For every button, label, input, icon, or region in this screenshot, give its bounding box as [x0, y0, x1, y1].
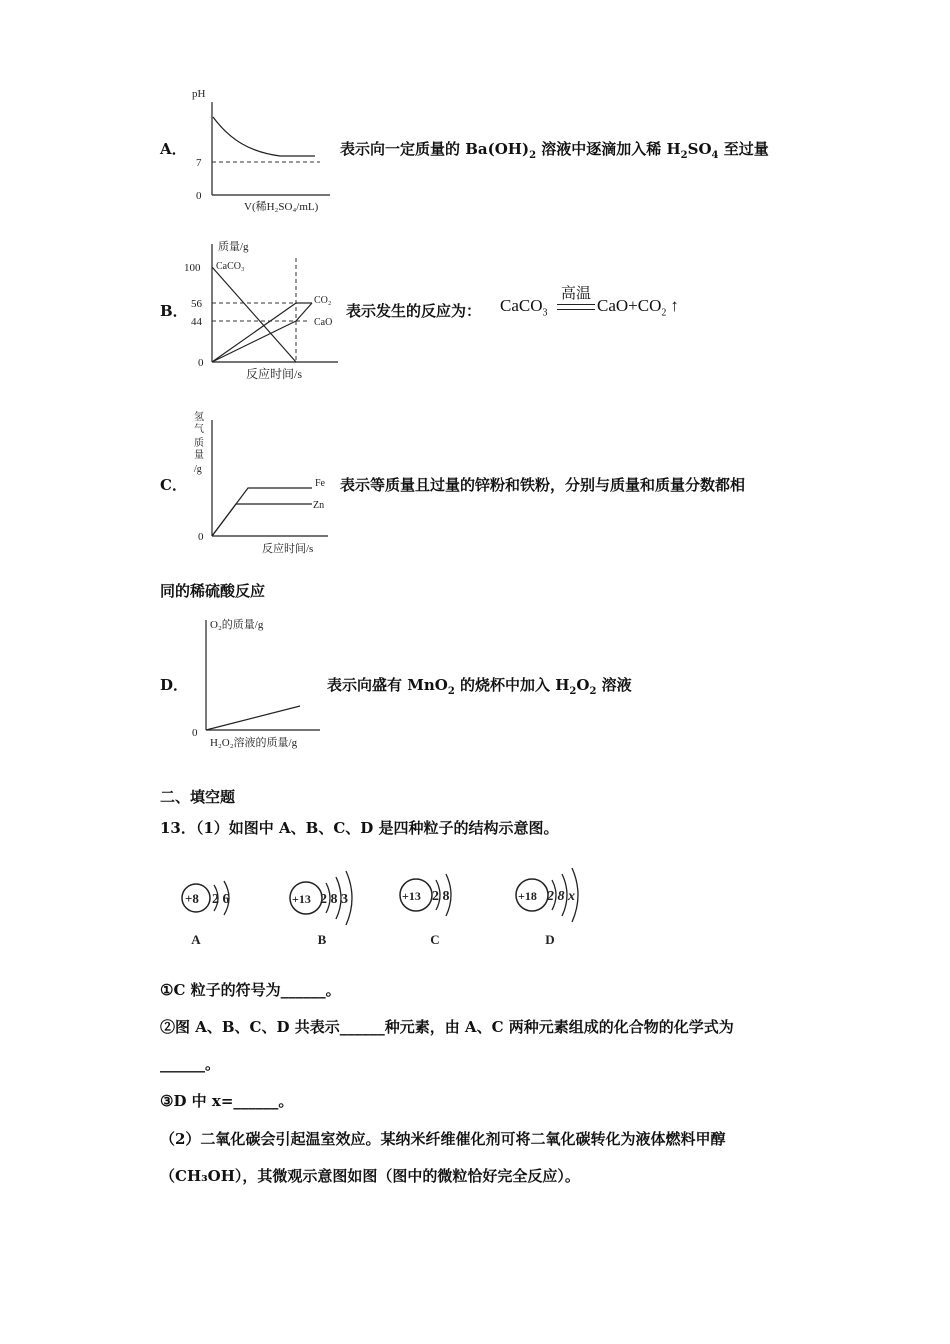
d-xlabel: H₂O₂溶液的质量/g: [210, 737, 298, 749]
svg-text:2 8: 2 8: [432, 889, 450, 904]
d-line-o2: [206, 706, 300, 730]
b-line-cao: [212, 303, 296, 362]
option-a-text: 表示向一定质量的 $Ba(OH)_2$ 溶液中逐滴加入稀 $H_2SO_4$ 至过量: [340, 140, 769, 161]
b-tick-100: 100: [184, 262, 201, 274]
b-equation: CaCO$_3$: [500, 296, 548, 319]
b-line-co2: [212, 321, 296, 362]
svg-text:+18: +18: [518, 889, 537, 903]
q13-sub2-line1: ②图 A、B、C、D 共表示______种元素，由 A、C 两种元素组成的化合物的化学式为: [160, 1018, 734, 1036]
b-eq-sign: [557, 304, 595, 310]
option-c-text-line2: 同的稀硫酸反应: [160, 582, 266, 600]
option-d-text: 表示向盛有 MnO$_2$ 的烧杯中加入 $H_2O_2$ 溶液: [327, 676, 632, 697]
c-label-zn: Zn: [313, 500, 325, 511]
svg-text:D: D: [545, 932, 555, 947]
option-d-label: D．: [160, 676, 189, 694]
b-eq-products: $CaO+CO_2$ ↑: [597, 296, 679, 319]
particle-diagrams: [170, 855, 600, 955]
option-c-graph: [180, 406, 340, 556]
c-line-zn: [212, 504, 312, 536]
d-origin: 0: [192, 727, 198, 739]
b-label-co2: CO₂: [314, 295, 332, 306]
b-tick-44: 44: [191, 316, 202, 328]
svg-text:+13: +13: [402, 889, 421, 903]
q13-sub3: ③D 中 x=______。: [160, 1092, 294, 1110]
q13-intro: 13．（1）如图中 A、B、C、D 是四种粒子的结构示意图。: [160, 819, 559, 837]
svg-text:2 8 3: 2 8 3: [320, 892, 348, 907]
a-xlabel: V(稀H₂SO₄/mL): [244, 201, 319, 213]
svg-text:2 6: 2 6: [212, 892, 230, 907]
a-ph-curve: [213, 117, 315, 156]
option-a-label: A．: [160, 140, 187, 158]
option-b-graph: [180, 236, 345, 384]
q13-part2-line1: （2）二氧化碳会引起温室效应。某纳米纤维催化剂可将二氧化碳转化为液体燃料甲醇: [160, 1130, 726, 1148]
c-xlabel: 反应时间/s: [262, 543, 314, 555]
c-ylabel-1: 气: [194, 424, 204, 435]
option-c-label: C．: [160, 476, 187, 494]
c-ylabel-4: /g: [194, 464, 202, 475]
svg-text:B: B: [317, 932, 327, 947]
c-ylabel-3: 量: [194, 450, 204, 461]
svg-text:+13: +13: [292, 892, 311, 906]
b-line-caco3: [212, 267, 296, 362]
c-ylabel-0: 氢: [194, 412, 204, 423]
b-ylabel: 质量/g: [218, 241, 249, 253]
c-ylabel-2: 质: [194, 438, 204, 449]
particle-a: [182, 881, 230, 947]
q13-sub1: ①C 粒子的符号为______。: [160, 981, 341, 999]
b-origin: 0: [198, 357, 204, 369]
a-tick-7: 7: [196, 157, 202, 169]
q13-part2-line2: （CH₃OH），其微观示意图如图（图中的微粒恰好完全反应）。: [160, 1167, 580, 1185]
a-ylabel: pH: [192, 88, 206, 100]
option-d-graph: [180, 612, 330, 754]
b-xlabel: 反应时间/s: [246, 367, 303, 381]
c-origin: 0: [198, 531, 204, 543]
q13-sub2-line2: ______。: [160, 1055, 221, 1073]
option-a-graph: [180, 82, 340, 217]
svg-text:C: C: [430, 932, 440, 947]
particle-b: [290, 871, 352, 947]
c-label-fe: Fe: [315, 478, 325, 489]
option-b-label: B．: [160, 302, 188, 320]
particle-c: [400, 874, 451, 947]
svg-text:A: A: [191, 932, 201, 947]
svg-text:+8: +8: [185, 891, 199, 906]
b-label-cao: CaO: [314, 317, 333, 328]
section-title: 二、填空题: [160, 788, 236, 806]
option-c-text-line1: 表示等质量且过量的锌粉和铁粉，分别与质量和质量分数都相: [340, 476, 746, 494]
a-origin: 0: [196, 190, 202, 202]
d-ylabel: O₂的质量/g: [210, 619, 264, 631]
option-b-text: 表示发生的反应为：: [346, 302, 482, 320]
c-line-fe: [212, 488, 312, 536]
particle-d: [516, 868, 578, 947]
svg-text:2 8 x: 2 8 x: [547, 889, 575, 904]
b-eq-condition: 高温: [560, 284, 591, 302]
b-series-caco3: CaCO₃: [216, 261, 245, 272]
b-tick-56: 56: [191, 298, 202, 310]
